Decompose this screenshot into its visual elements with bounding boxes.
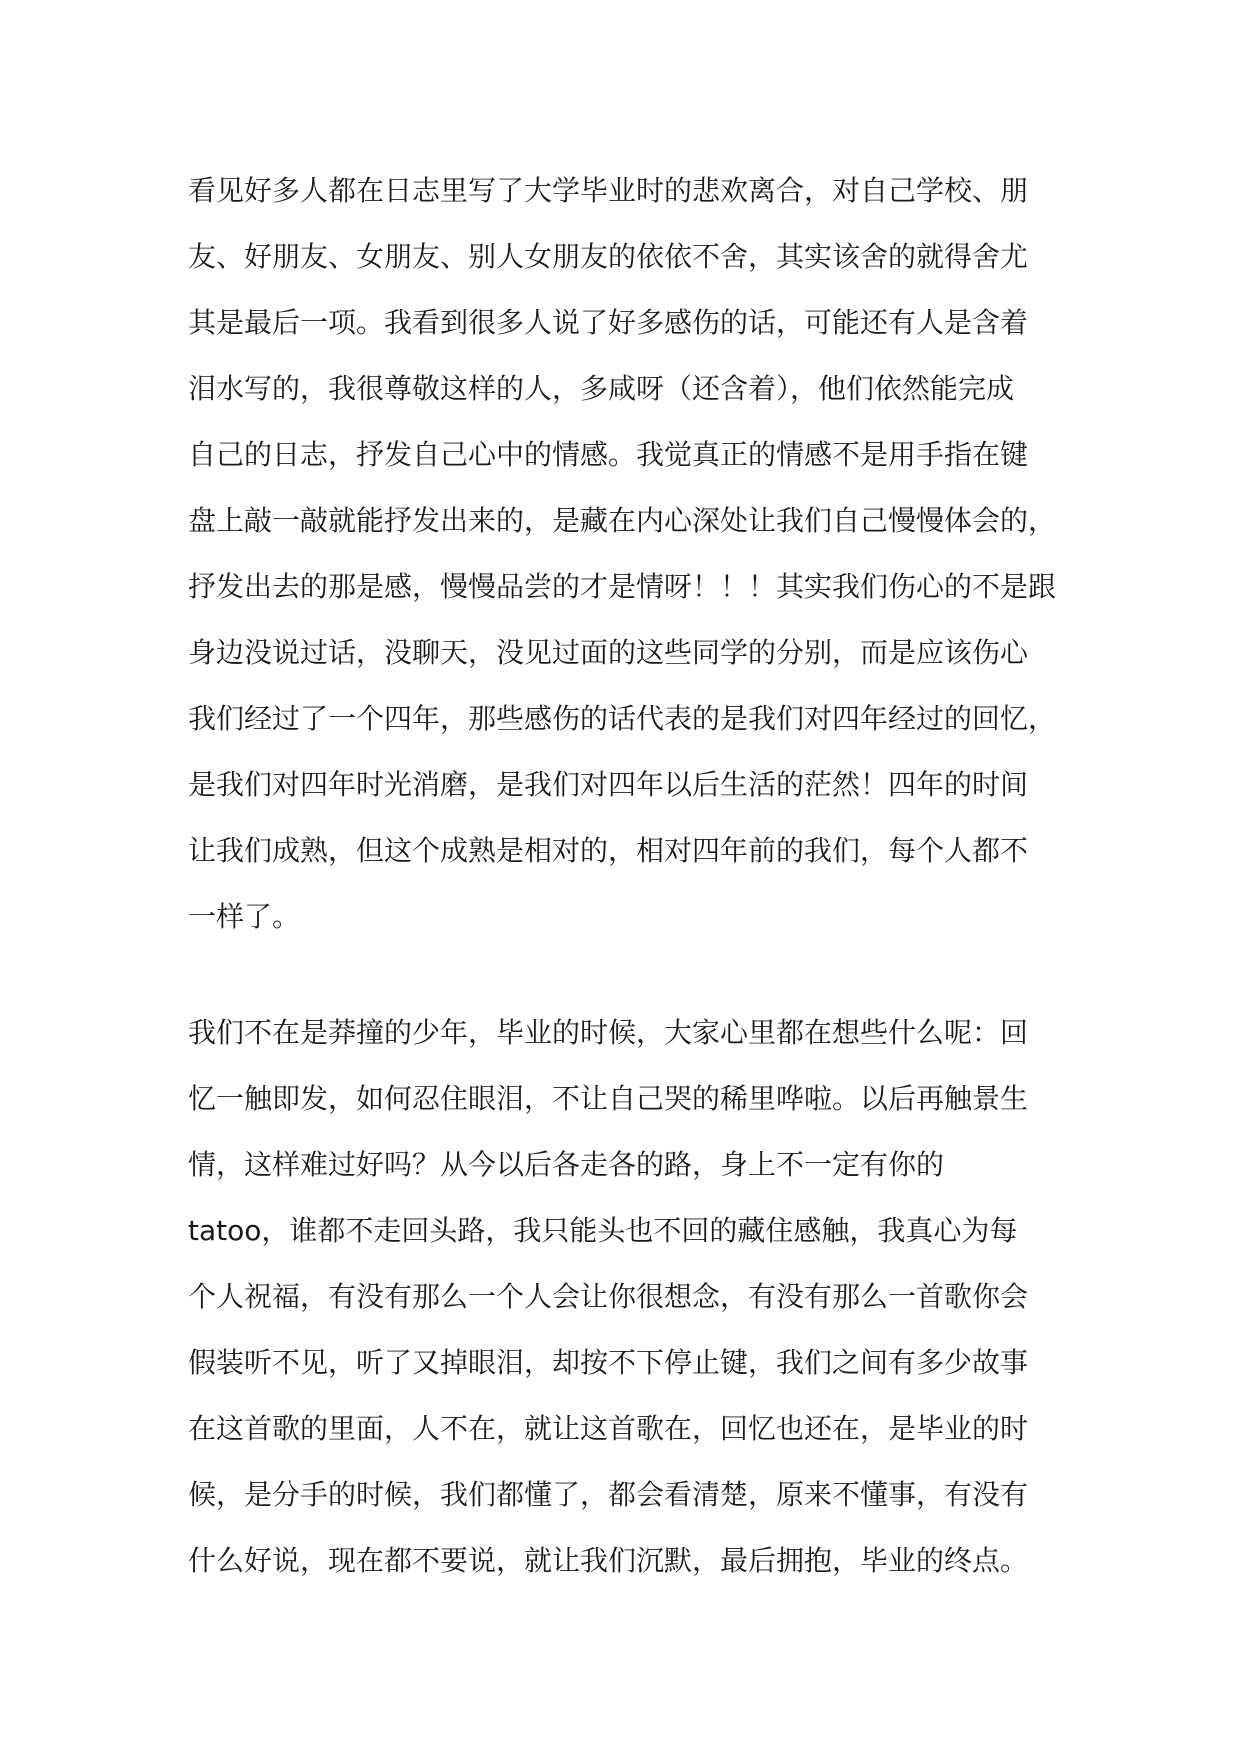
paragraph-line: 看见好多人都在日志里写了大学毕业时的悲欢离合，对自己学校、朋: [188, 174, 1029, 207]
paragraph-line: 一样了。: [188, 900, 301, 933]
paragraph-line: 假装听不见，听了又掉眼泪，却按不下停止键，我们之间有多少故事: [188, 1346, 1029, 1379]
paragraph-line: 泪水写的，我很尊敬这样的人，多咸呀（还含着），他们依然能完成: [188, 372, 1015, 405]
paragraph-line: 在这首歌的里面，人不在，就让这首歌在，回忆也还在，是毕业的时: [188, 1412, 1029, 1445]
paragraph-line: 友、好朋友、女朋友、别人女朋友的依依不舍，其实该舍的就得舍尤: [188, 240, 1029, 273]
paragraph-line: 候，是分手的时候，我们都懂了，都会看清楚，原来不懂事，有没有: [188, 1478, 1029, 1511]
paragraph-line: 让我们成熟，但这个成熟是相对的，相对四年前的我们，每个人都不: [188, 834, 1029, 867]
paragraph-line: 我们不在是莽撞的少年，毕业的时候，大家心里都在想些什么呢：回: [188, 1016, 1029, 1049]
paragraph-line: 其是最后一项。我看到很多人说了好多感伤的话，可能还有人是含着: [188, 306, 1029, 339]
paragraph-line: tatoo，谁都不走回头路，我只能头也不回的藏住感触，我真心为每: [188, 1214, 1018, 1247]
paragraph-line: 是我们对四年时光消磨，是我们对四年以后生活的茫然！四年的时间: [188, 768, 1029, 801]
paragraph-line: 自己的日志，抒发自己心中的情感。我觉真正的情感不是用手指在键: [188, 438, 1029, 471]
paragraph-line: 我们经过了一个四年，那些感伤的话代表的是我们对四年经过的回忆，: [188, 702, 1057, 735]
paragraph-2: [188, 1000, 1088, 1594]
paragraph-line: 什么好说，现在都不要说，就让我们沉默，最后拥抱，毕业的终点。: [188, 1544, 1029, 1577]
paragraph-line: 盘上敲一敲就能抒发出来的，是藏在内心深处让我们自己慢慢体会的，: [188, 504, 1057, 537]
paragraph-1: [188, 158, 1088, 950]
paragraph-line: 情，这样难过好吗？从今以后各走各的路，身上不一定有你的: [188, 1148, 945, 1181]
paragraph-line: 身边没说过话，没聊天，没见过面的这些同学的分别，而是应该伤心: [188, 636, 1029, 669]
paragraph-line: 抒发出去的那是感，慢慢品尝的才是情呀！！！其实我们伤心的不是跟: [188, 570, 1057, 603]
paragraph-line: 个人祝福，有没有那么一个人会让你很想念，有没有那么一首歌你会: [188, 1280, 1029, 1313]
paragraph-line: 忆一触即发，如何忍住眼泪，不让自己哭的稀里哗啦。以后再触景生: [188, 1082, 1029, 1115]
